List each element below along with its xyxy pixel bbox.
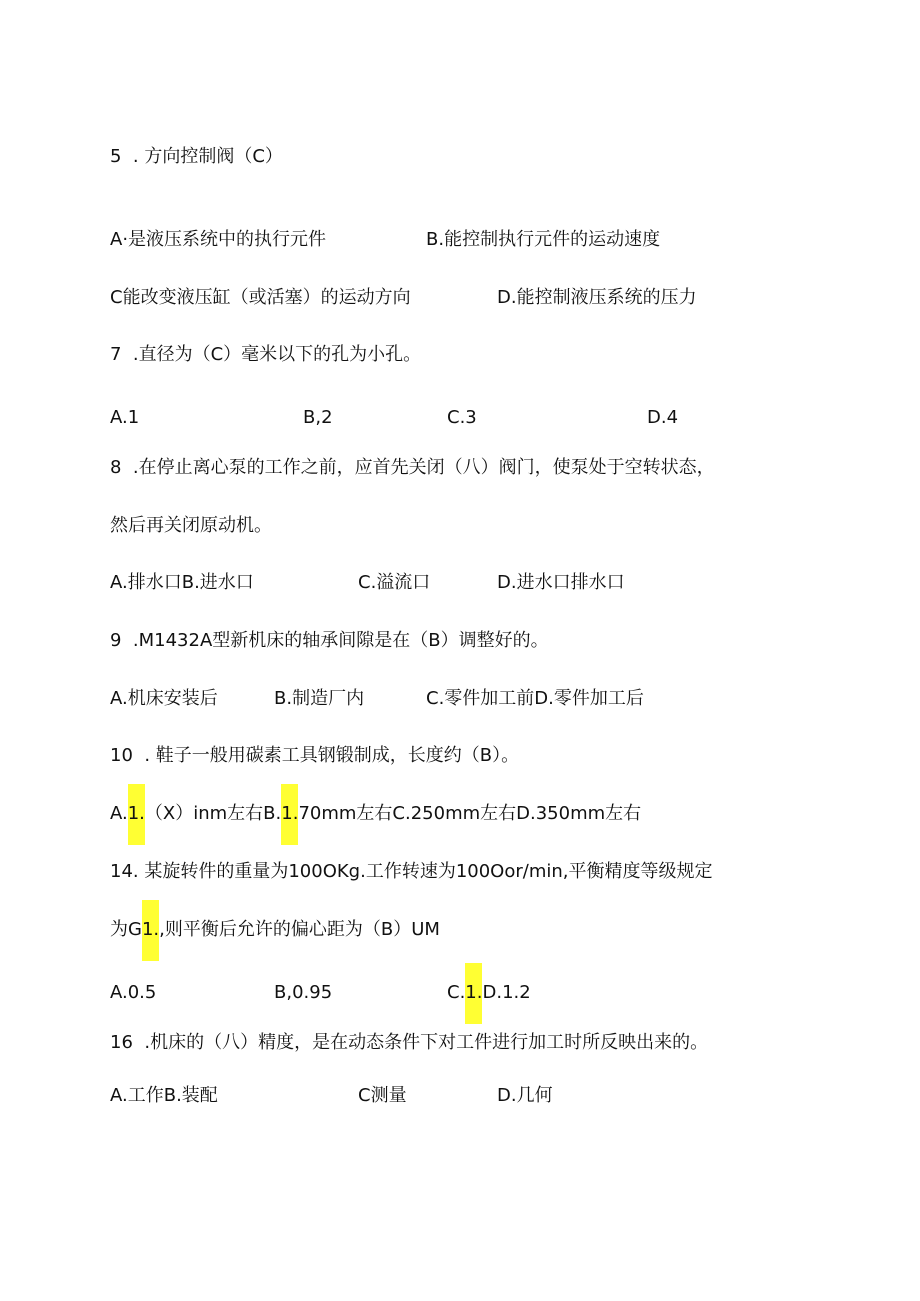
q14-option-part: C.: [447, 982, 466, 1003]
q7-stem: 7 .直径为（C）毫米以下的孔为小孔。: [110, 344, 422, 365]
q9-option-cd: C.零件加工前D.零件加工后: [426, 688, 644, 709]
q7-option-b: B,2: [303, 407, 333, 428]
highlight-mark: [142, 917, 159, 943]
highlight-mark: [128, 801, 145, 827]
q10-stem: 10 . 鞋子一般用碳素工具钢锻制成，长度约（B）。: [110, 745, 520, 766]
q10-options-part: 70mm左右C.250mm左右D.350mm左右: [298, 803, 642, 824]
q10-options-part: A.: [110, 803, 128, 824]
q8-option-c: C.溢流口: [358, 572, 431, 593]
q5-stem: 5 . 方向控制阀（C）: [110, 146, 283, 167]
q5-option-c: C能改变液压缸（或活塞）的运动方向: [110, 287, 411, 308]
q9-option-b: B.制造厂内: [274, 688, 365, 709]
q7-option-d: D.4: [647, 407, 679, 428]
q14-highlighted-text: 1.: [141, 919, 160, 940]
q5-option-b: B.能控制执行元件的运动速度: [426, 229, 661, 250]
q16-option-ab: A.工作B.装配: [110, 1085, 218, 1106]
q16-option-c: C测量: [358, 1085, 407, 1106]
q14-stem-part: 为G: [110, 919, 142, 940]
q5-option-a: A·是液压系统中的执行元件: [110, 229, 327, 250]
q14-highlighted-text: 1.: [465, 982, 483, 1003]
q14-option-part: D.1.2: [482, 982, 531, 1003]
q10-options-part: （X）inm左右B.: [144, 803, 282, 824]
q8-stem: 8 .在停止离心泵的工作之前，应首先关闭（八）阀门，使泵处于空转状态，: [110, 457, 715, 478]
q7-option-c: C.3: [447, 407, 477, 428]
q14-stem: 14. 某旋转件的重量为100OKg.工作转速为100Oor∕min,平衡精度等级规定: [110, 861, 713, 882]
q14-option-a: A.0.5: [110, 982, 157, 1003]
q10-options: [110, 801, 641, 827]
q8-option-ab: A.排水口B.进水口: [110, 572, 254, 593]
q10-highlighted-text: 1.: [127, 803, 145, 824]
q14-stem-part: ,则平衡后允许的偏心距为（B）UM: [159, 919, 440, 940]
q9-option-a: A.机床安装后: [110, 688, 218, 709]
q16-stem: 16 .机床的（八）精度，是在动态条件下对工件进行加工时所反映出来的。: [110, 1032, 709, 1053]
q14-option-cd: [447, 980, 531, 1006]
highlight-mark: [281, 801, 298, 827]
q14-stem-continued: [110, 917, 440, 943]
q9-stem: 9 .M1432A型新机床的轴承间隙是在（B）调整好的。: [110, 630, 549, 651]
q8-option-d: D.进水口排水口: [497, 572, 625, 593]
q5-option-d: D.能控制液压系统的压力: [497, 287, 697, 308]
q14-option-b: B,0.95: [274, 982, 333, 1003]
highlight-mark: [465, 980, 482, 1006]
q16-option-d: D.几何: [497, 1085, 553, 1106]
q10-highlighted-text: 1.: [281, 803, 299, 824]
q8-stem-continued: 然后再关闭原动机。: [110, 515, 272, 536]
q7-option-a: A.1: [110, 407, 140, 428]
